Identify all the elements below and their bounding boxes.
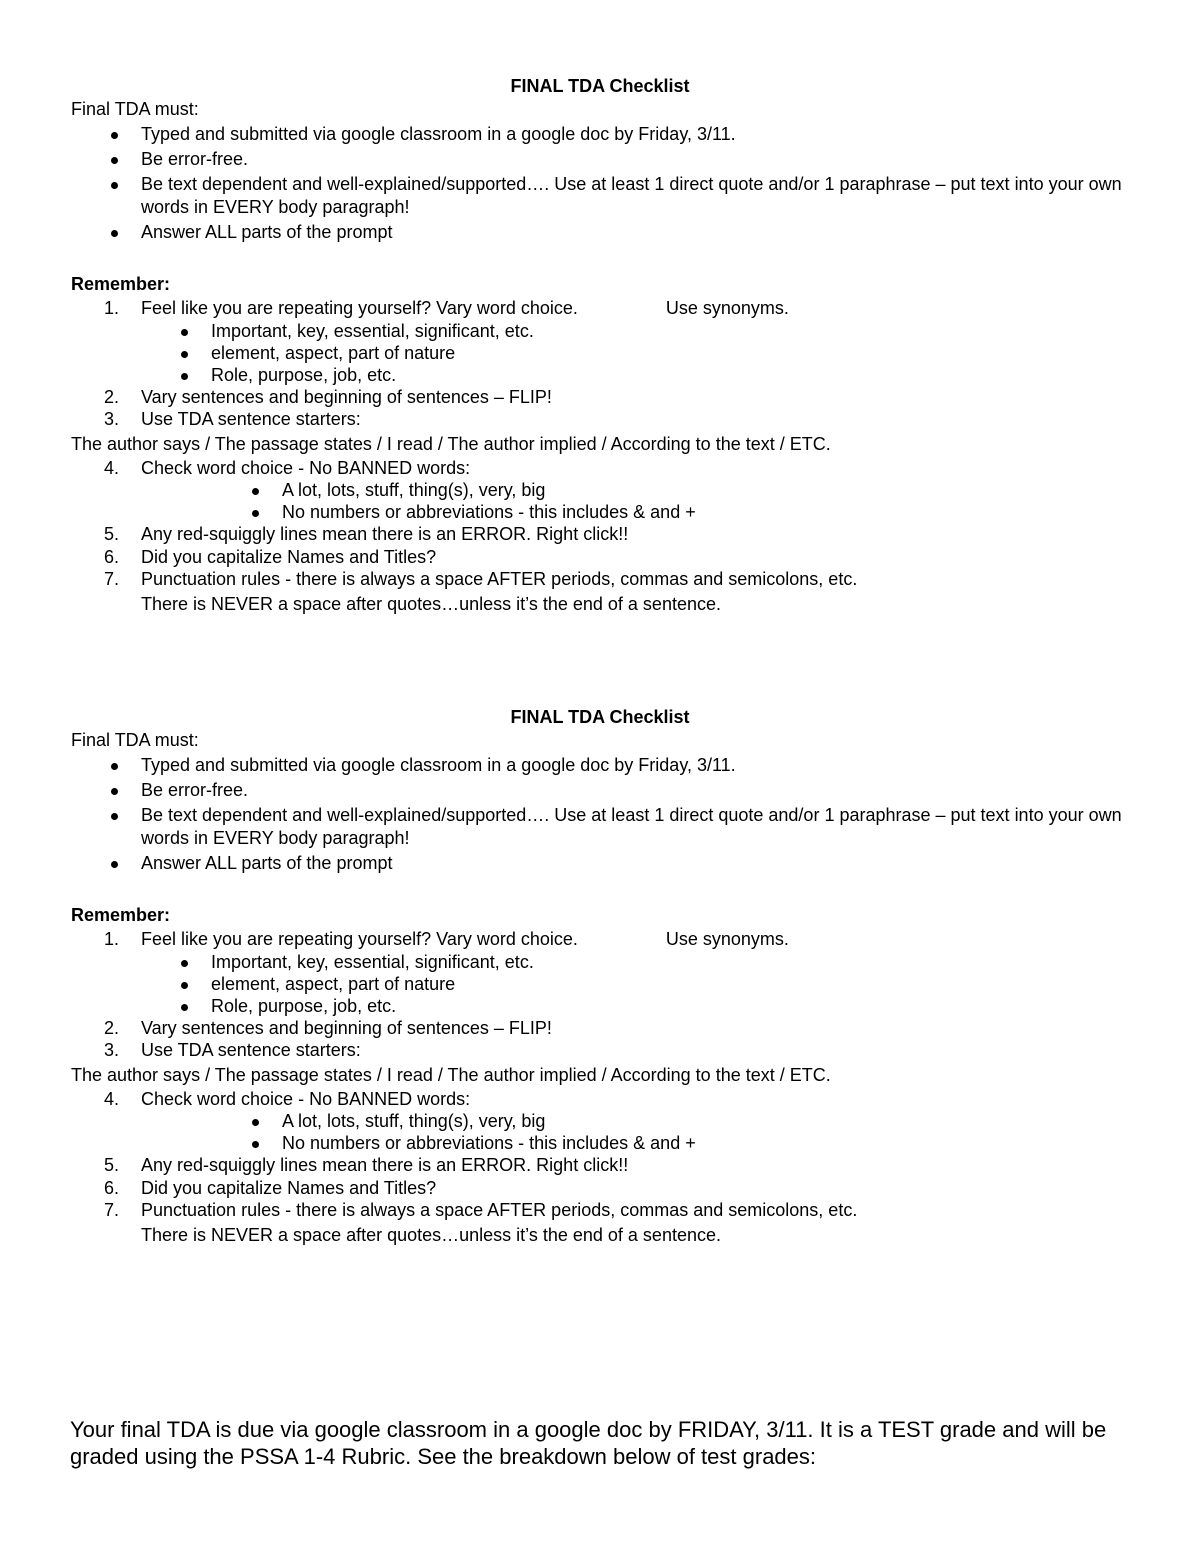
list-item: 4. Check word choice - No BANNED words: A lot, lots, stuff, thing(s), very, big No numbers or abbreviations - this includes & and + — [0, 1088, 1200, 1155]
bullet-icon — [252, 1141, 259, 1148]
list-item: A lot, lots, stuff, thing(s), very, big — [282, 479, 1200, 501]
list-item: 5. Any red-squiggly lines mean there is an ERROR. Right click!! — [104, 1155, 629, 1175]
requirements-list — [0, 754, 1200, 875]
punctuation-note: There is NEVER a space after quotes…unless it’s the end of a sentence. — [141, 1224, 721, 1245]
list-item: 6. Did you capitalize Names and Titles? — [104, 546, 437, 567]
banned-words-list — [141, 479, 1200, 523]
list-item: 2. Vary sentences and beginning of sentences – FLIP! — [104, 386, 552, 407]
remember-list-continued — [0, 457, 1200, 591]
bullet-icon — [252, 510, 259, 517]
list-item: 7. Punctuation rules - there is always a space AFTER periods, commas and semicolons, etc. — [104, 1200, 858, 1220]
list-item: 3. Use TDA sentence starters: — [104, 409, 361, 429]
bullet-icon — [181, 351, 188, 358]
list-item: Typed and submitted via google classroom in a google doc by Friday, 3/11. — [0, 123, 1200, 146]
list-item: Role, purpose, job, etc. — [211, 995, 1200, 1017]
list-item: Be text dependent and well-explained/supported…. Use at least 1 direct quote and/or 1 paraphrase – put text into your own words in EVERY body paragraph! — [0, 804, 1200, 850]
list-item: Be text dependent and well-explained/supported…. Use at least 1 direct quote and/or 1 paraphrase – put text into your own words in EVERY body paragraph! — [0, 173, 1200, 219]
list-item: element, aspect, part of nature — [211, 973, 1200, 995]
bullet-icon — [111, 813, 118, 820]
checklist-section-1 — [0, 74, 1200, 617]
sentence-starters: The author says / The passage states / I read / The author implied / According to the text / ETC. — [71, 433, 831, 454]
bullet-icon — [181, 329, 188, 336]
bullet-icon — [181, 373, 188, 380]
sentence-starters: The author says / The passage states / I read / The author implied / According to the text / ETC. — [71, 1064, 831, 1085]
list-item: Be error-free. — [0, 148, 1200, 171]
remember-list — [0, 928, 1200, 1062]
bullet-icon — [111, 157, 118, 164]
bullet-icon — [111, 182, 118, 189]
bullet-icon — [252, 1119, 259, 1126]
bullet-icon — [111, 230, 118, 237]
bullet-icon — [111, 861, 118, 868]
list-item: Be error-free. — [0, 779, 1200, 802]
list-item: 1. Feel like you are repeating yourself? Vary word choice. Use synonyms. Important, key, essential, significant, etc. element, aspect, part of nature Role, purpose, job, etc. — [0, 297, 1200, 386]
list-item: Important, key, essential, significant, etc. — [211, 951, 1200, 973]
banned-words-list — [141, 1110, 1200, 1154]
remember-list — [0, 297, 1200, 431]
checklist-title: FINAL TDA Checklist — [510, 76, 690, 96]
list-item: 1. Feel like you are repeating yourself? Vary word choice. Use synonyms. Important, key, essential, significant, etc. element, aspect, part of nature Role, purpose, job, etc. — [0, 928, 1200, 1017]
list-item: 7. Punctuation rules - there is always a space AFTER periods, commas and semicolons, etc. — [104, 569, 858, 589]
bullet-icon — [181, 1004, 188, 1011]
bullet-icon — [111, 788, 118, 795]
list-item: Typed and submitted via google classroom in a google doc by Friday, 3/11. — [0, 754, 1200, 777]
list-item: 4. Check word choice - No BANNED words: A lot, lots, stuff, thing(s), very, big No numbers or abbreviations - this includes & and + — [0, 457, 1200, 524]
list-item: Answer ALL parts of the prompt — [0, 221, 1200, 244]
intro-line: Final TDA must: — [71, 99, 199, 119]
bullet-icon — [111, 132, 118, 139]
remember-list-continued — [0, 1088, 1200, 1222]
list-item: Role, purpose, job, etc. — [211, 364, 1200, 386]
due-date-note: Your final TDA is due via google classroom in a google doc by FRIDAY, 3/11. It is a TEST grade and will be graded using the PSSA 1-4 Rubric. See the breakdown below of test grades: — [70, 1417, 1107, 1469]
list-item: element, aspect, part of nature — [211, 342, 1200, 364]
list-item: Important, key, essential, significant, etc. — [211, 320, 1200, 342]
checklist-title: FINAL TDA Checklist — [510, 707, 690, 727]
list-item: 2. Vary sentences and beginning of sentences – FLIP! — [104, 1017, 552, 1038]
list-item: Answer ALL parts of the prompt — [0, 852, 1200, 875]
bullet-icon — [111, 763, 118, 770]
list-item: A lot, lots, stuff, thing(s), very, big — [282, 1110, 1200, 1132]
synonym-list — [141, 951, 1200, 1017]
remember-heading: Remember: — [71, 905, 171, 925]
remember-heading: Remember: — [71, 274, 171, 294]
bullet-icon — [252, 488, 259, 495]
bullet-icon — [181, 982, 188, 989]
list-item: No numbers or abbreviations - this includes & and + — [282, 501, 1200, 523]
list-item: 6. Did you capitalize Names and Titles? — [104, 1177, 437, 1198]
synonym-list — [141, 320, 1200, 386]
checklist-section-2 — [0, 705, 1200, 1248]
requirements-list — [0, 123, 1200, 244]
list-item: 5. Any red-squiggly lines mean there is an ERROR. Right click!! — [104, 524, 629, 544]
intro-line: Final TDA must: — [71, 730, 199, 750]
bullet-icon — [181, 960, 188, 967]
punctuation-note: There is NEVER a space after quotes…unless it’s the end of a sentence. — [141, 593, 721, 614]
list-item: No numbers or abbreviations - this includes & and + — [282, 1132, 1200, 1154]
list-item: 3. Use TDA sentence starters: — [104, 1040, 361, 1060]
